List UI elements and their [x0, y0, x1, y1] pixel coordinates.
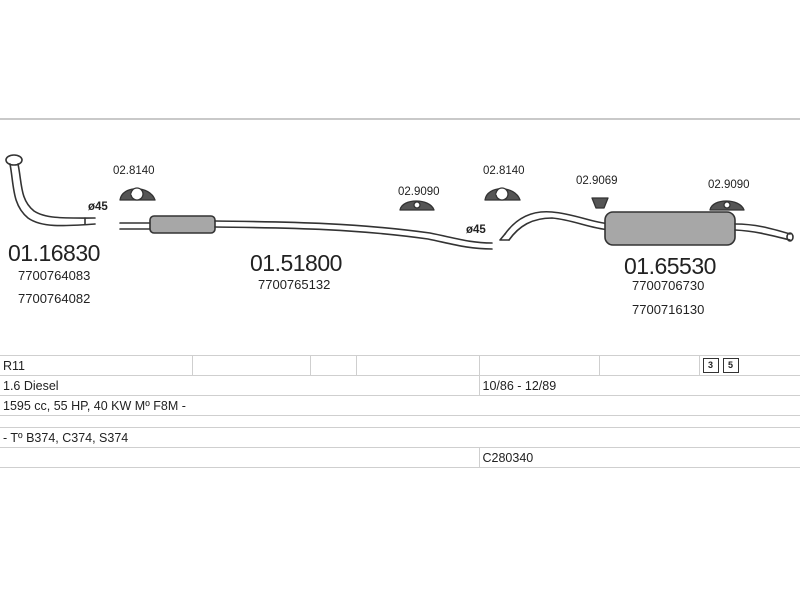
hanger-2-drawing[interactable] [592, 198, 608, 208]
hanger-2-number[interactable]: 02.9069 [576, 175, 618, 187]
rear-silencer-oem-2: 7700716130 [632, 302, 705, 317]
middle-silencer-oem-1: 7700765132 [258, 277, 331, 292]
mount-2-badge: 46 [496, 188, 507, 198]
spec-row-details [0, 396, 800, 416]
front-pipe-drawing[interactable] [6, 155, 95, 226]
front-pipe-part-number[interactable]: 01.16830 [8, 240, 100, 266]
option-icons-cell [699, 356, 800, 376]
notes-cell: - Tº B374, C374, S374 [0, 428, 800, 448]
vehicle-spec-table [0, 355, 800, 468]
rear-silencer-oem-1: 7700706730 [632, 278, 705, 293]
mount-1-badge: 46 [131, 188, 142, 198]
middle-silencer-drawing[interactable] [120, 216, 492, 249]
code-cell: C280340 [479, 448, 800, 468]
hanger-1-number[interactable]: 02.9090 [398, 186, 440, 198]
engine-cell: 1.6 Diesel [0, 376, 479, 396]
front-pipe-diameter: ø45 [88, 201, 108, 213]
hanger-3-number[interactable]: 02.9090 [708, 179, 750, 191]
details-cell: 1595 cc, 55 HP, 40 KW Mº F8M - [0, 396, 800, 416]
middle-silencer-part-number[interactable]: 01.51800 [250, 250, 342, 276]
model-cell: R11 [0, 356, 192, 376]
middle-diameter: ø45 [466, 224, 486, 236]
option-a-icon[interactable]: 3 [703, 358, 719, 373]
hanger-1-drawing[interactable] [400, 201, 434, 210]
mount-1-number[interactable]: 02.8140 [113, 165, 155, 177]
rear-silencer-part-number[interactable]: 01.65530 [624, 253, 716, 279]
option-b-icon[interactable]: 5 [723, 358, 739, 373]
spec-row-model [0, 356, 800, 376]
front-pipe-oem-1: 7700764083 [18, 268, 91, 283]
front-pipe-oem-2: 7700764082 [18, 291, 91, 306]
spec-row-notes [0, 428, 800, 448]
mount-2-number[interactable]: 02.8140 [483, 165, 525, 177]
rear-silencer-drawing[interactable] [500, 212, 793, 245]
hanger-3-drawing[interactable] [710, 201, 744, 210]
years-cell: 10/86 - 12/89 [479, 376, 800, 396]
spec-row-engine [0, 376, 800, 396]
spec-row-code [0, 448, 800, 468]
